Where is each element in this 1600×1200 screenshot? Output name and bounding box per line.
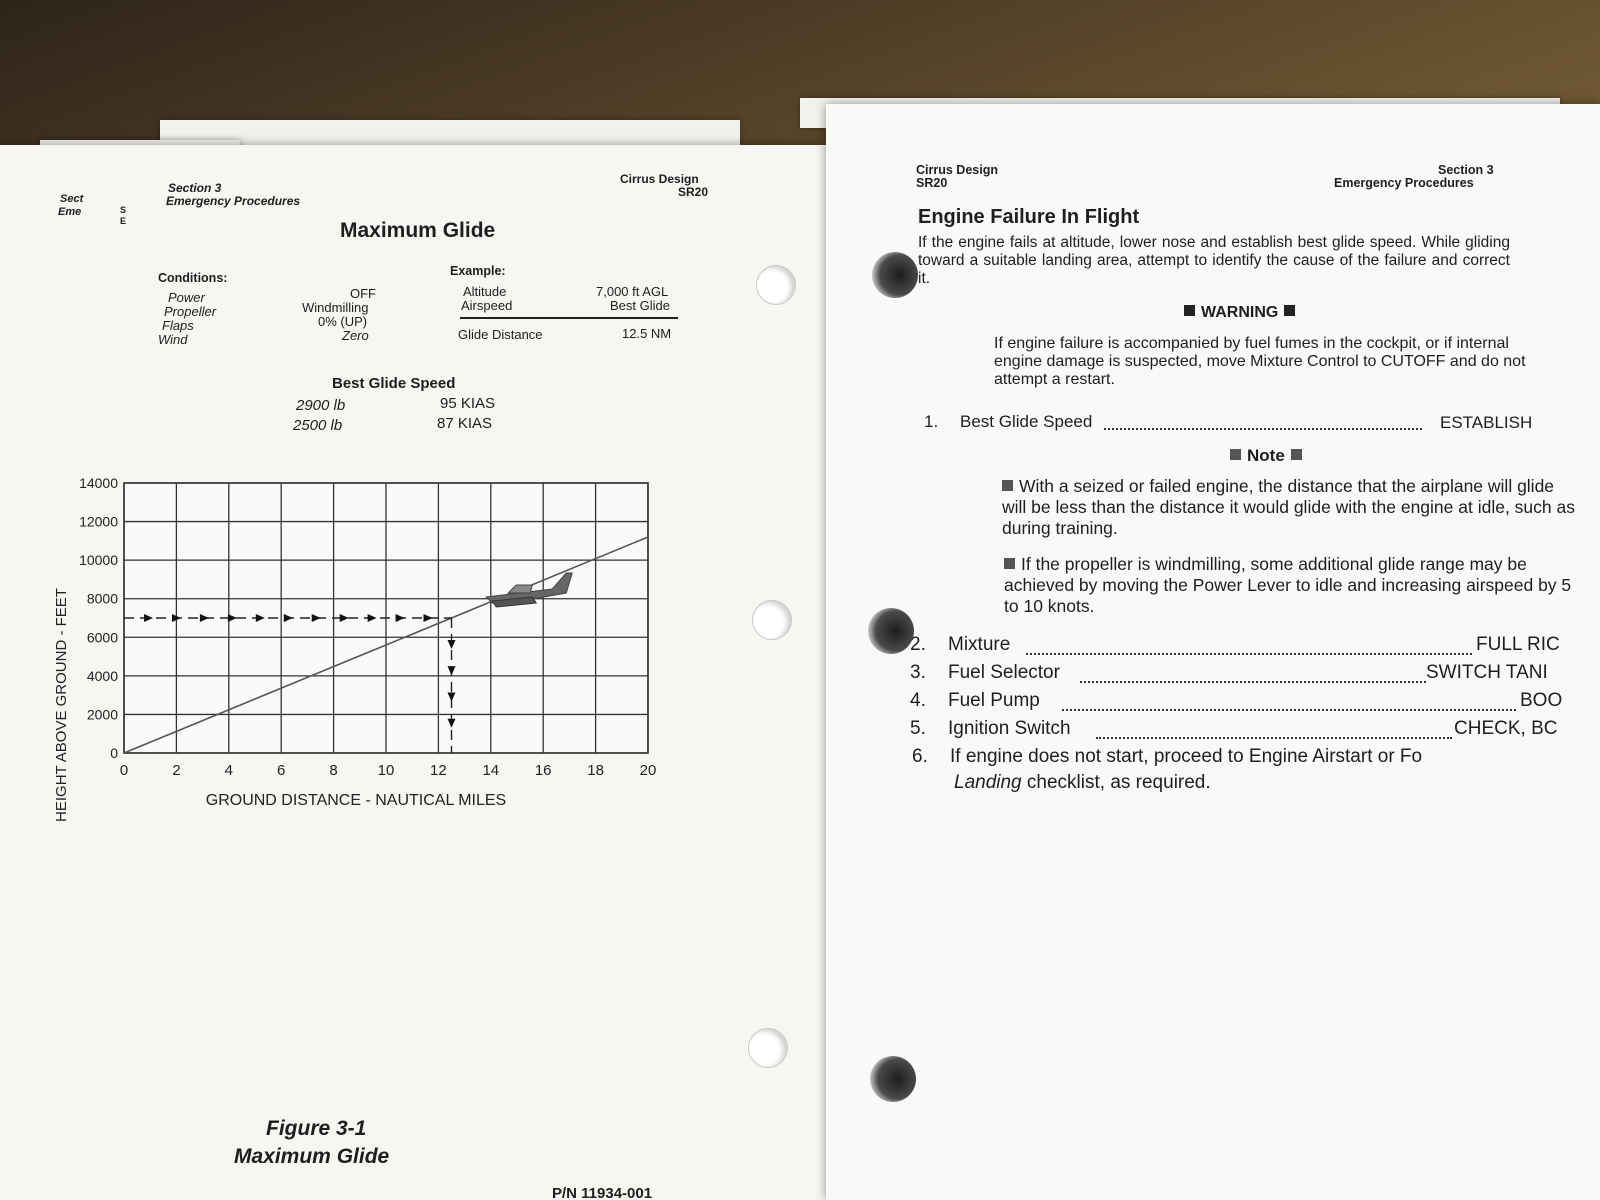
condition-label: Power	[168, 290, 205, 305]
binder-hole	[872, 252, 918, 298]
y-tick-label: 4000	[86, 667, 118, 684]
edge-tab-line1: Sect	[60, 193, 84, 205]
page-footer: P/N 11934-001	[552, 1185, 653, 1200]
y-tick-label: 12000	[79, 513, 118, 530]
step-number: 6.	[912, 746, 928, 767]
x-axis-label: GROUND DISTANCE - NAUTICAL MILES	[205, 792, 507, 809]
best-glide-weight: 2500 lb	[293, 417, 343, 434]
step-number: 1.	[924, 412, 939, 431]
note-marker-icon	[1291, 449, 1302, 460]
x-tick-label: 2	[172, 762, 181, 779]
step-text: If engine does not start, proceed to Engine Airstart or Fo	[950, 746, 1423, 767]
x-tick-label: 16	[534, 762, 552, 779]
intro-paragraph: If the engine fails at altitude, lower nose and establish best glide speed. While gliding toward a suitable landing area, attempt to identify the cause of the failure and correct it.	[918, 234, 1510, 287]
warning-label: WARNING	[1201, 304, 1279, 321]
left-manual-page	[0, 145, 826, 1200]
step-label: Fuel Selector	[948, 662, 1060, 683]
header-section: Section 3	[1438, 163, 1494, 177]
figure-number: Figure 3-1	[266, 1117, 367, 1140]
step-leader-dots	[1080, 681, 1426, 683]
x-tick-label: 20	[639, 762, 657, 779]
warning-text: If engine failure is accompanied by fuel fumes in the cockpit, or if internal engine damage is suspected, move Mixture Control to CUTOFF and do not attempt a restart.	[994, 335, 1526, 388]
condition-label: Propeller	[164, 304, 217, 319]
note-text: With a seized or failed engine, the distance that the airplane will glide will be less than the distance it would glide with the engine at idle, such as during training.	[1002, 476, 1575, 538]
note-item	[1002, 476, 1582, 539]
edge-tab-line2: Eme	[58, 206, 82, 218]
step-number: 5.	[910, 718, 926, 739]
binder-hole	[870, 1056, 916, 1102]
binder-hole	[752, 600, 792, 640]
example-divider	[460, 317, 678, 319]
warning-marker-icon	[1184, 305, 1195, 316]
step-label: Ignition Switch	[948, 718, 1071, 739]
binder-hole	[868, 608, 914, 654]
figure-caption: Maximum Glide	[234, 1145, 390, 1168]
conditions-heading: Conditions:	[158, 271, 228, 285]
maximum-glide-chart	[40, 465, 680, 825]
y-tick-label: 8000	[86, 590, 118, 607]
binder-hole	[756, 265, 796, 305]
step-action: SWITCH TANI	[1426, 662, 1548, 683]
step-text-rest: checklist, as required.	[1021, 772, 1211, 793]
warning-heading	[1184, 304, 1295, 322]
condition-value: Windmilling	[302, 300, 369, 315]
step-label: Fuel Pump	[948, 690, 1040, 711]
x-tick-label: 8	[329, 762, 338, 779]
step-label: Best Glide Speed	[960, 412, 1093, 431]
step-action: ESTABLISH	[1440, 413, 1533, 432]
checklist-name: Landing	[954, 772, 1022, 793]
step-action: CHECK, BC	[1454, 718, 1558, 739]
x-tick-label: 14	[482, 762, 500, 779]
example-result-value: 12.5 NM	[622, 326, 672, 341]
note-heading	[1230, 446, 1302, 466]
condition-value: Zero	[342, 328, 369, 343]
step-label: Mixture	[948, 634, 1011, 655]
x-tick-label: 4	[224, 762, 233, 779]
x-tick-label: 0	[119, 762, 129, 779]
step-leader-dots	[1096, 737, 1452, 739]
y-tick-label: 14000	[79, 475, 118, 491]
step-action: BOO	[1520, 690, 1563, 711]
step-leader-dots	[1026, 653, 1472, 655]
example-value: Best Glide	[610, 298, 670, 313]
edge-tab-letters: S E	[120, 205, 127, 226]
example-value: 7,000 ft AGL	[596, 284, 669, 299]
page-title: Maximum Glide	[340, 219, 496, 242]
example-result-label: Glide Distance	[458, 327, 543, 342]
y-tick-label: 2000	[86, 706, 118, 723]
best-glide-speed: 87 KIAS	[437, 415, 493, 432]
section-title: Engine Failure In Flight	[918, 206, 1140, 228]
best-glide-weight: 2900 lb	[296, 397, 346, 414]
header-section-title: Emergency Procedures	[1334, 176, 1474, 190]
header-company: Cirrus Design	[620, 172, 699, 186]
x-tick-label: 18	[587, 762, 604, 779]
header-model: SR20	[916, 176, 948, 190]
binder-hole	[748, 1028, 788, 1068]
y-tick-label: 6000	[86, 629, 118, 646]
condition-value: OFF	[350, 286, 376, 301]
condition-value: 0% (UP)	[318, 314, 368, 329]
step-number: 2.	[910, 634, 926, 655]
step-text-continued	[954, 772, 1211, 794]
best-glide-speed: 95 KIAS	[440, 395, 496, 412]
step-number: 4.	[910, 690, 926, 711]
bullet-square-icon	[1002, 480, 1013, 491]
step-action: FULL RIC	[1476, 634, 1560, 655]
header-company: Cirrus Design	[916, 163, 998, 177]
y-tick-label: 10000	[79, 552, 118, 569]
header-section-title: Emergency Procedures	[166, 194, 301, 208]
y-tick-label: 0	[110, 745, 118, 761]
x-tick-label: 12	[430, 762, 447, 779]
step-number: 3.	[910, 662, 926, 683]
example-label: Altitude	[463, 284, 507, 299]
warning-marker-icon	[1284, 305, 1295, 316]
right-manual-page	[826, 104, 1600, 1200]
note-item	[1004, 554, 1590, 617]
y-axis-label: HEIGHT ABOVE GROUND - FEET	[53, 588, 70, 822]
example-heading: Example:	[450, 264, 506, 278]
x-tick-label: 10	[377, 762, 395, 779]
note-marker-icon	[1230, 449, 1241, 460]
condition-label: Flaps	[162, 318, 194, 333]
note-text: If the propeller is windmilling, some additional glide range may be achieved by moving the Power Lever to idle and increasing airspeed by 5 to 10 knots.	[1004, 554, 1572, 616]
x-tick-label: 6	[277, 762, 286, 779]
header-section: Section 3	[168, 181, 222, 195]
example-label: Airspeed	[461, 298, 513, 313]
bullet-square-icon	[1004, 558, 1015, 569]
note-label: Note	[1247, 446, 1285, 465]
best-glide-heading: Best Glide Speed	[332, 375, 456, 392]
step-leader-dots	[1104, 428, 1422, 430]
condition-label: Wind	[158, 332, 188, 347]
step-leader-dots	[1062, 709, 1516, 711]
header-model: SR20	[678, 185, 709, 199]
